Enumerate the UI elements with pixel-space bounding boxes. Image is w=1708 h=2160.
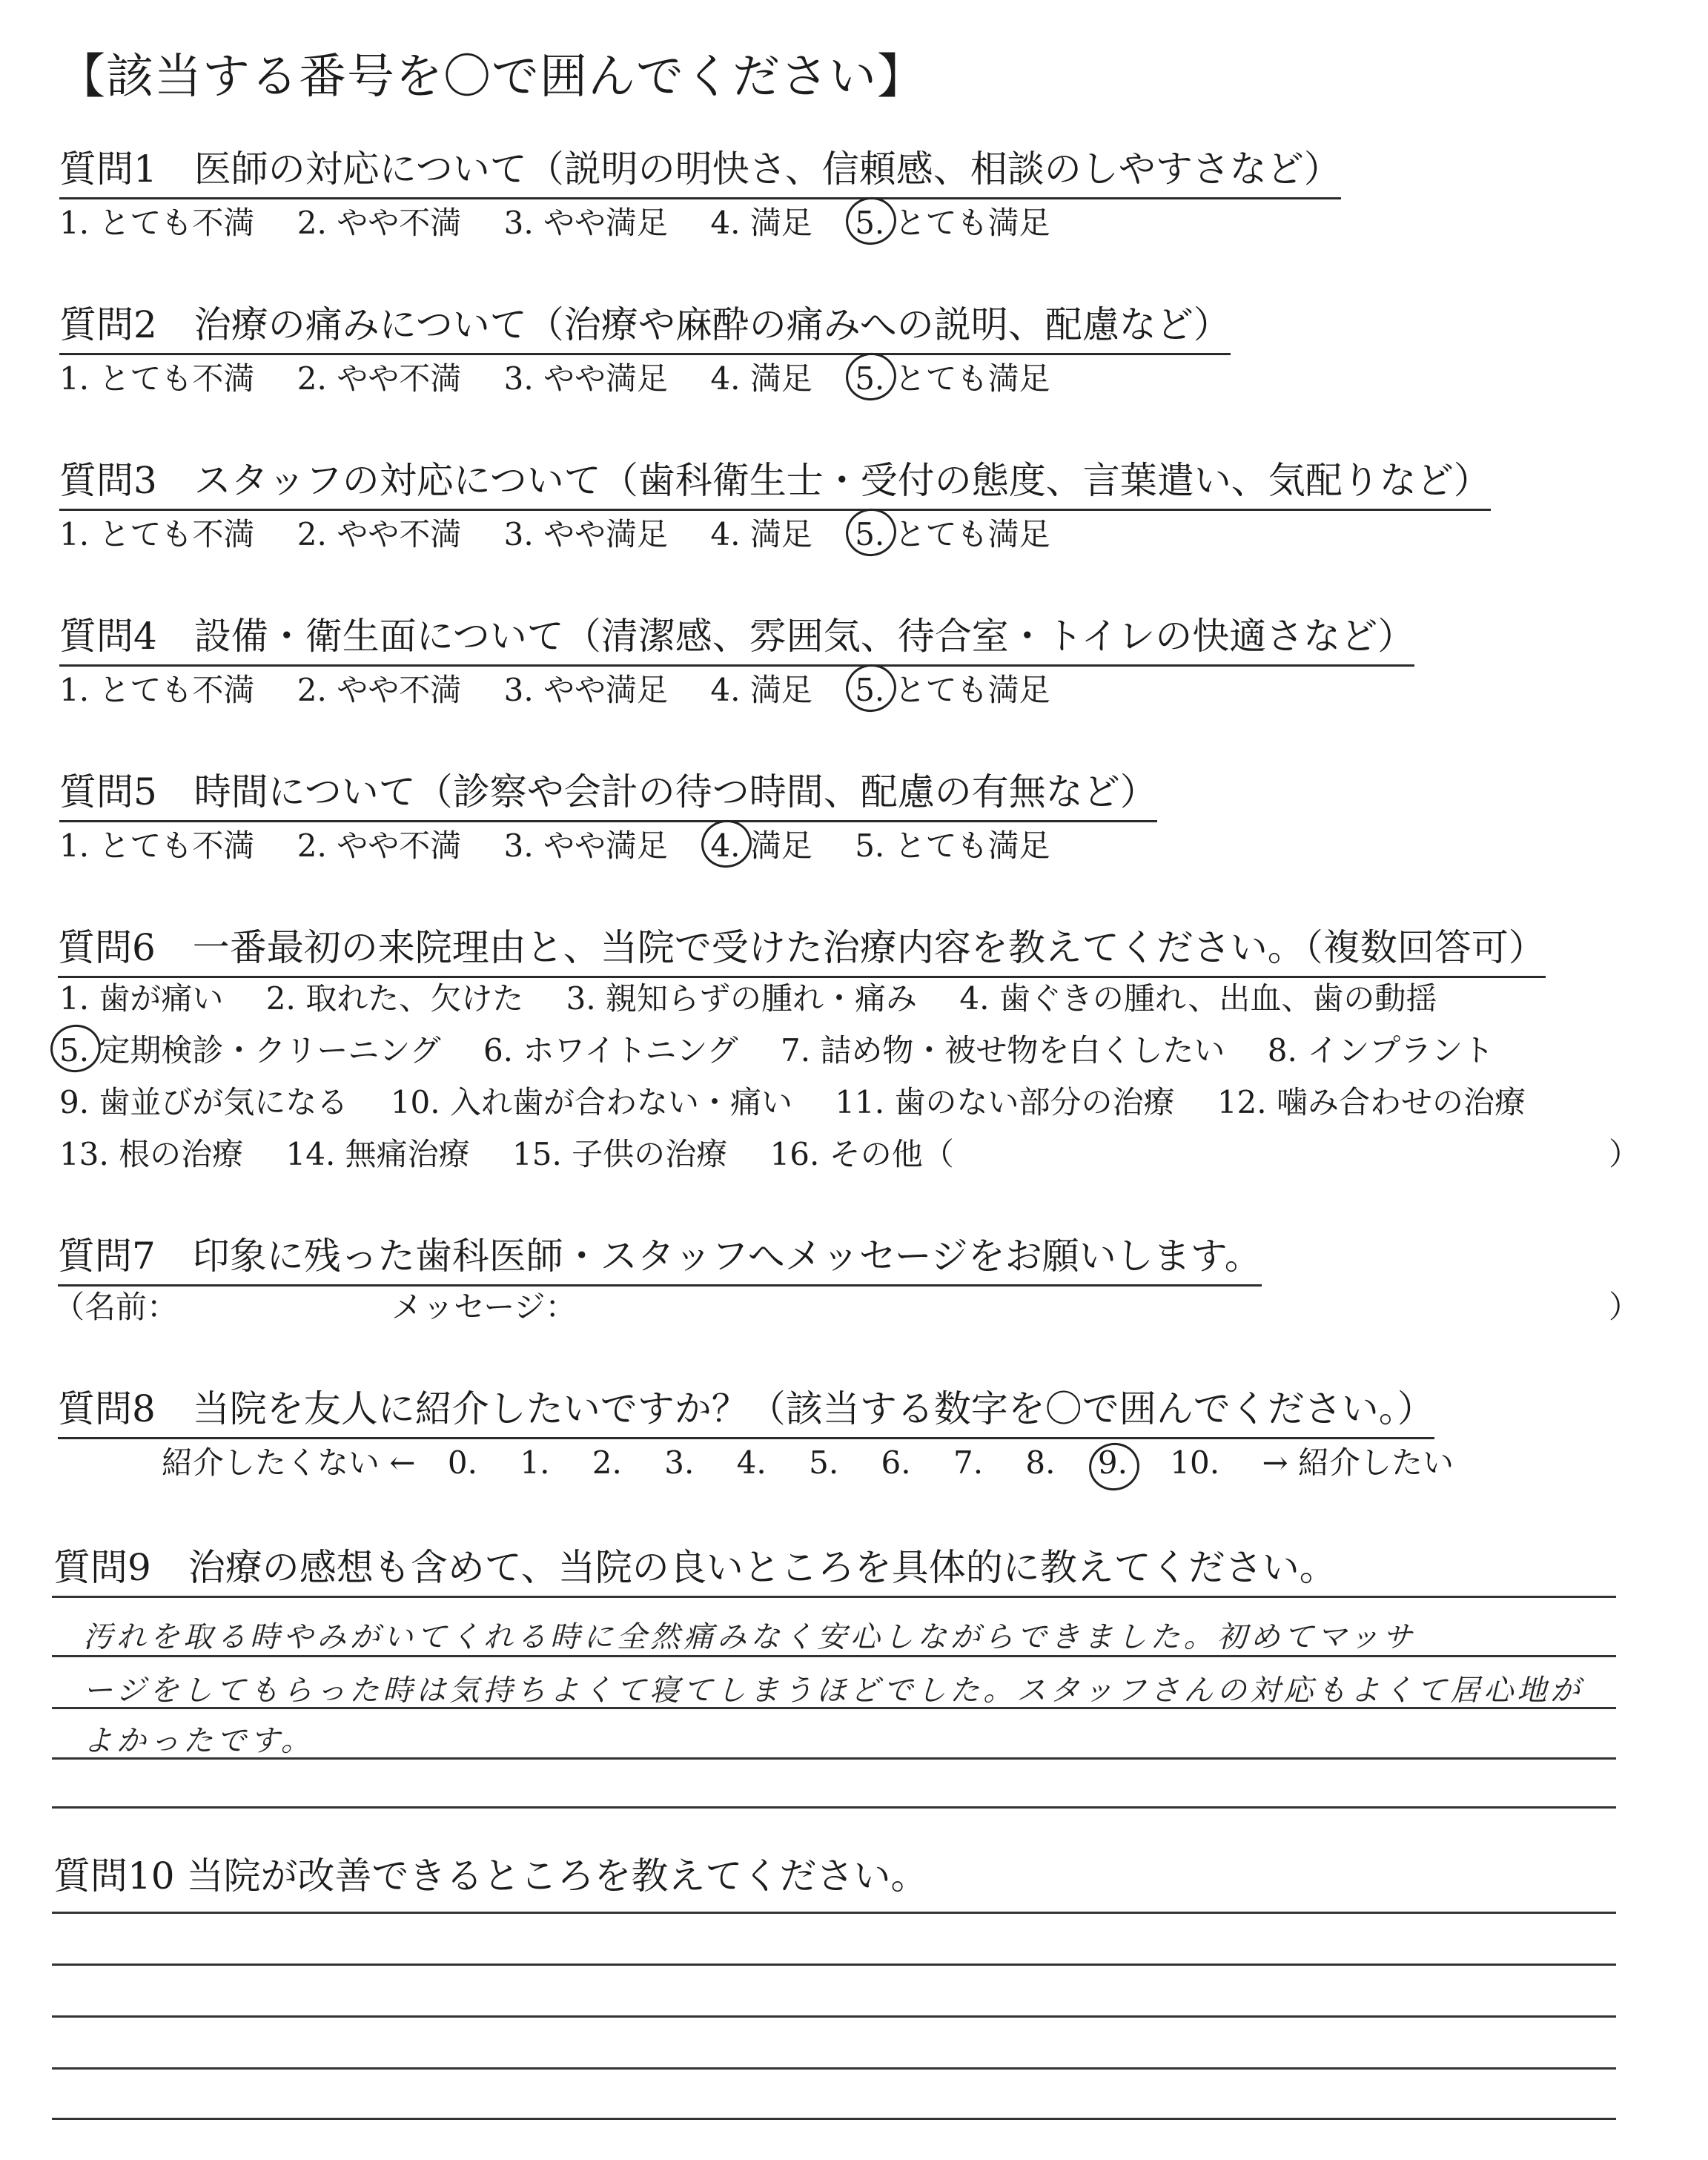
q10-answer-rule-4[interactable] [52,2067,1616,2070]
q5-option-1[interactable]: 1. とても不満 [59,828,255,864]
q1-option-4[interactable]: 4. 満足 [710,205,812,241]
q1-option-1[interactable]: 1. とても不満 [59,205,255,241]
q5-option-2[interactable]: 2. やや不満 [297,828,462,864]
q3-option-2[interactable]: 2. やや不満 [297,516,462,552]
q5-title: 質問5 時間について（診察や会計の待つ時間、配慮の有無など） [59,762,1157,822]
q4-option-3[interactable]: 3. やや満足 [503,672,669,708]
q6-option-11[interactable]: 11. 歯のない部分の治療 [835,1084,1175,1120]
q6-title: 質問6 一番最初の来院理由と、当院で受けた治療内容を教えてください。（複数回答可） [58,918,1546,978]
q7-message-label: メッセージ： [391,1289,577,1325]
q5-options [59,822,1083,866]
q8-score-8[interactable]: 8. [1025,1444,1056,1481]
q10-answer-rule-5[interactable] [52,2118,1616,2120]
q9-answer-rule-4 [52,1757,1616,1760]
q6-row-4 [59,1130,987,1175]
q4-option-5-circled[interactable]: 5. とても満足 [855,666,1050,710]
q6-option-14[interactable]: 14. 無痛治療 [285,1136,470,1172]
q10-title: 質問10 当院が改善できるところを教えてください。 [53,1855,928,1898]
q4-options [59,666,1083,710]
q6-option-7[interactable]: 7. 詰め物・被せ物を白くしたい [780,1032,1225,1069]
q3-option-4[interactable]: 4. 満足 [710,516,812,552]
q5-option-3[interactable]: 3. やや満足 [503,828,669,864]
q2-option-2[interactable]: 2. やや不満 [297,360,462,397]
q6-row-3 [59,1078,1558,1123]
q8-score-3[interactable]: 3. [664,1444,695,1481]
q9-answer-line-2[interactable]: ージをしてもらった時は気持ちよくて寝てしまうほどでした。スタッフさんの対応もよくて居心地が [83,1674,1584,1708]
q8-title: 質問8 当院を友人に紹介したいですか？（該当する数字を〇で囲んでください。） [58,1379,1434,1439]
q2-title: 質問2 治療の痛みについて（治療や麻酔の痛みへの説明、配慮など） [59,295,1231,355]
q4-option-1[interactable]: 1. とても不満 [59,672,255,708]
q8-score-9-circled[interactable]: 9. [1097,1444,1128,1481]
q6-option-6[interactable]: 6. ホワイトニング [483,1032,738,1069]
q4-option-2[interactable]: 2. やや不満 [297,672,462,708]
q1-option-3[interactable]: 3. やや満足 [503,205,669,241]
q5-option-4-circled[interactable]: 4. 満足 [710,822,812,866]
q2-option-1[interactable]: 1. とても不満 [59,360,255,397]
q4-option-4[interactable]: 4. 満足 [710,672,812,708]
q6-option-15[interactable]: 15. 子供の治療 [512,1136,728,1172]
q7-name-label: （名前： [53,1289,179,1325]
q3-title: 質問3 スタッフの対応について（歯科衛生士・受付の態度、言葉遣い、気配りなど） [59,451,1491,511]
q8-high-label: → 紹介したい [1262,1444,1454,1481]
q6-option-4[interactable]: 4. 歯ぐきの腫れ、出血、歯の動揺 [959,980,1437,1017]
q6-row-2 [59,1026,1526,1071]
q1-option-2[interactable]: 2. やや不満 [297,205,462,241]
q9-answer-rule-1 [52,1596,1616,1598]
q6-option-9[interactable]: 9. 歯並びが気になる [59,1084,348,1120]
q7-title: 質問7 印象に残った歯科医師・スタッフへメッセージをお願いします。 [58,1226,1262,1287]
q6-option-3[interactable]: 3. 親知らずの腫れ・痛み [566,980,918,1017]
q3-options [59,510,1083,555]
q1-options [59,199,1083,243]
q8-score-0[interactable]: 0. [447,1444,477,1481]
q6-row-1 [59,974,1469,1019]
q10-answer-rule-1[interactable] [52,1912,1616,1914]
q8-score-4[interactable]: 4. [736,1444,767,1481]
q8-scale [162,1439,1486,1483]
q4-title: 質問4 設備・衛生面について（清潔感、雰囲気、待合室・トイレの快適さなど） [59,607,1414,667]
q8-score-10[interactable]: 10. [1170,1444,1220,1481]
q5-option-5[interactable]: 5. とても満足 [855,828,1050,864]
q2-option-3[interactable]: 3. やや満足 [503,360,669,397]
q9-answer-rule-5 [52,1806,1616,1809]
q3-option-5-circled[interactable]: 5. とても満足 [855,510,1050,555]
q6-option-8[interactable]: 8. インプラント [1267,1032,1494,1069]
q6-option-16[interactable]: 16. その他（ [769,1136,954,1172]
q8-score-2[interactable]: 2. [592,1444,622,1481]
q2-option-5-circled[interactable]: 5. とても満足 [855,354,1050,399]
q10-answer-rule-3[interactable] [52,2015,1616,2018]
q6-other-close-paren: ） [1609,1136,1641,1172]
q8-score-5[interactable]: 5. [809,1444,839,1481]
q9-title: 質問9 治療の感想も含めて、当院の良いところを具体的に教えてください。 [53,1546,1337,1589]
q8-score-1[interactable]: 1. [520,1444,550,1481]
q6-option-13[interactable]: 13. 根の治療 [59,1136,244,1172]
q9-answer-rule-2 [52,1655,1616,1657]
q6-option-5-circled[interactable]: 5. 定期検診・クリーニング [59,1026,441,1071]
q6-option-12[interactable]: 12. 噛み合わせの治療 [1217,1084,1526,1120]
q10-answer-rule-2[interactable] [52,1964,1616,1966]
q8-score-7[interactable]: 7. [953,1444,984,1481]
q9-answer-rule-3 [52,1707,1616,1709]
q3-option-3[interactable]: 3. やや満足 [503,516,669,552]
q9-answer-line-1[interactable]: 汚れを取る時やみがいてくれる時に全然痛みなく安心しながらできました。初めてマッサ [83,1620,1416,1654]
q2-options [59,354,1083,399]
q1-option-5-circled[interactable]: 5. とても満足 [855,199,1050,243]
q6-option-2[interactable]: 2. 取れた、欠けた [265,980,524,1017]
q8-score-6[interactable]: 6. [881,1444,911,1481]
q6-option-10[interactable]: 10. 入れ歯が合わない・痛い [390,1084,792,1120]
q9-answer-line-3[interactable]: よかったです。 [83,1724,314,1758]
q8-low-label: 紹介したくない ← [162,1444,416,1481]
q1-title: 質問1 医師の対応について（説明の明快さ、信頼感、相談のしやすさなど） [59,139,1341,199]
form-heading: 【該当する番号を〇で囲んでください】 [58,50,925,105]
q6-option-1[interactable]: 1. 歯が痛い [59,980,224,1017]
q2-option-4[interactable]: 4. 満足 [710,360,812,397]
q3-option-1[interactable]: 1. とても不満 [59,516,255,552]
q7-close-paren: ） [1609,1289,1641,1325]
